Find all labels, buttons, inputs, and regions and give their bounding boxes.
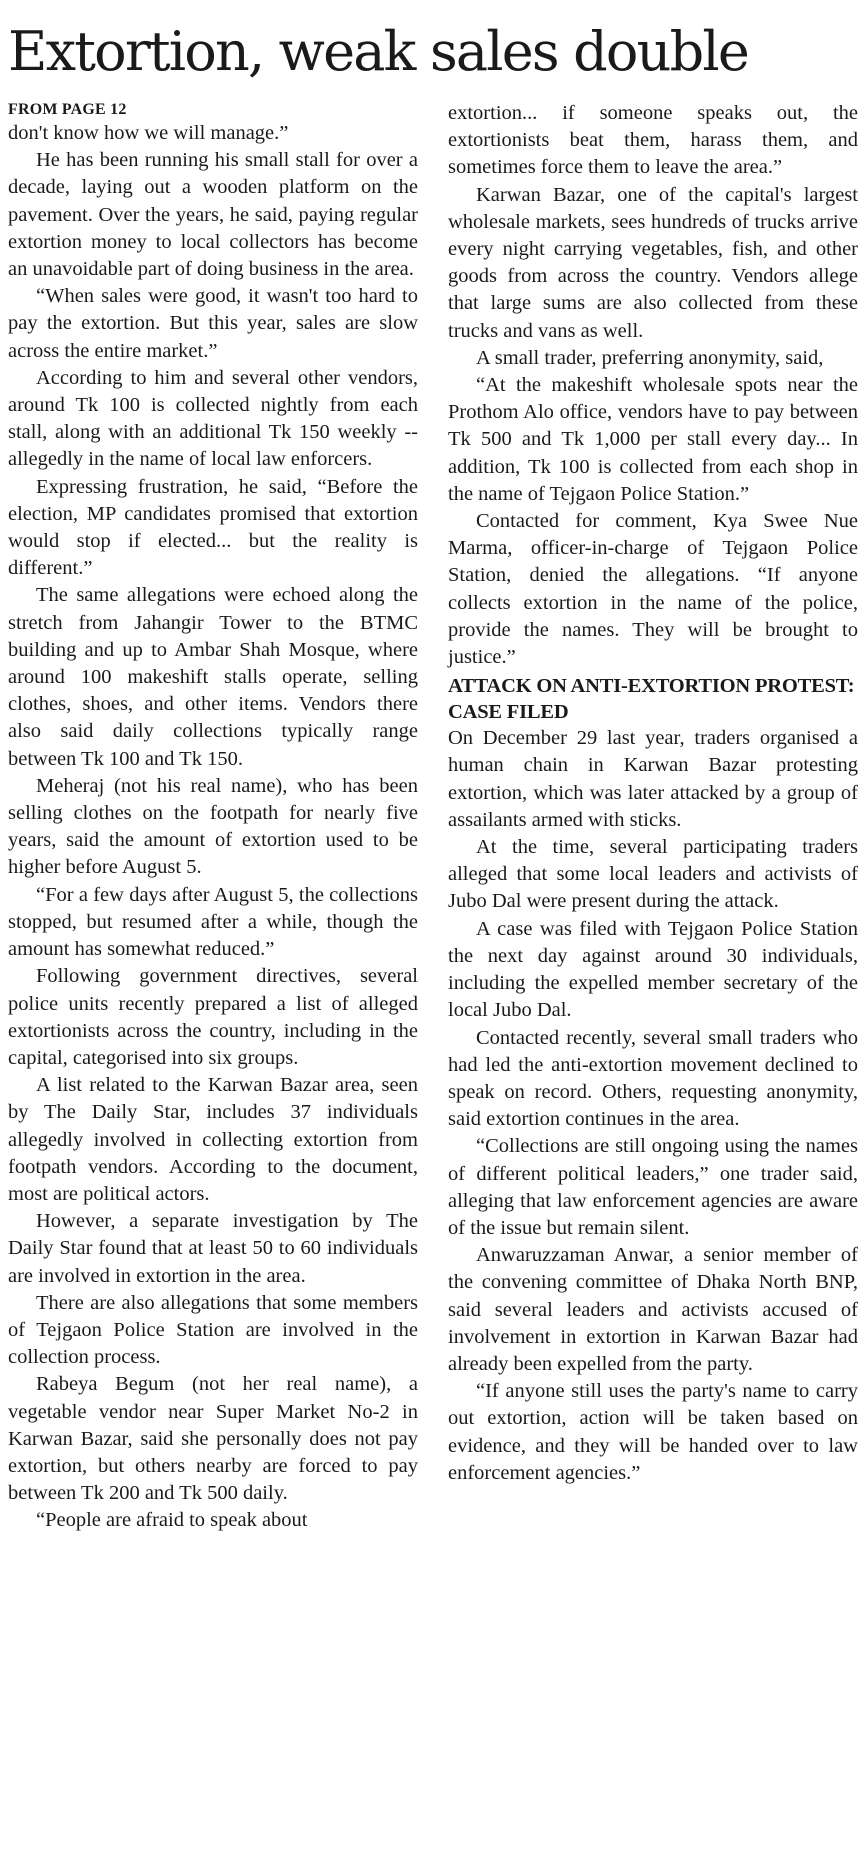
- paragraph: At the time, several participating traders alleged that some local leaders and activists of Jubo Dal were present during the attack.: [448, 836, 858, 913]
- paragraph: “If anyone still uses the party's name to carry out extortion, action will be taken based on evidence, and they will be handed over to law enforcement agencies.”: [448, 1380, 858, 1484]
- paragraph: “People are afraid to speak about: [36, 1509, 308, 1532]
- right-column: [448, 100, 858, 1487]
- paragraph: A list related to the Karwan Bazar area, seen by The Daily Star, includes 37 individuals allegedly involved in collecting extortion from footpath vendors. According to the document, most are political actors.: [8, 1074, 418, 1205]
- paragraph: A case was filed with Tejgaon Police Station the next day against around 30 individuals, including the expelled member secretary of the local Jubo Dal.: [448, 917, 858, 1022]
- left-column: [8, 100, 418, 1535]
- paragraph: A small trader, preferring anonymity, said,: [476, 346, 824, 369]
- paragraph: Anwaruzzaman Anwar, a senior member of the convening committee of Dhaka North BNP, said several leaders and activists accused of involvement in extortion in Karwan Bazar had already been expelled from the party.: [448, 1244, 858, 1375]
- paragraph: Meheraj (not his real name), who has been selling clothes on the footpath for nearly five years, said the amount of extortion used to be higher before August 5.: [8, 774, 418, 879]
- paragraph: Contacted for comment, Kya Swee Nue Marma, officer-in-charge of Tejgaon Police Station, denied the allegations. “If anyone collects extortion in the name of the police, provide the names. They will be brought to justice.”: [448, 510, 858, 669]
- paragraph: “Collections are still ongoing using the names of different political leaders,” one trader said, alleging that law enforcement agencies are aware of the issue but remain silent.: [448, 1135, 858, 1239]
- paragraph: “At the makeshift wholesale spots near the Prothom Alo office, vendors have to pay between Tk 500 and Tk 1,000 per stall every day... In addition, Tk 100 is collected from each shop in the name of Tejgaon Police Station.”: [448, 374, 858, 505]
- paragraph: The same allegations were echoed along the stretch from Jahangir Tower to the BTMC building and up to Ambar Shah Mosque, where around 100 makeshift stalls operate, selling clothes, shoes, and other items. Vendors there also said daily collections typically range between Tk 100 and Tk 150.: [8, 584, 418, 770]
- paragraph: On December 29 last year, traders organised a human chain in Karwan Bazar protesting extortion, which was later attacked by a group of assailants armed with sticks.: [448, 727, 858, 831]
- paragraph: “For a few days after August 5, the collections stopped, but resumed after a while, though the amount has somewhat reduced.”: [8, 883, 418, 961]
- paragraph: extortion... if someone speaks out, the extortionists beat them, harass them, and sometimes force them to leave the area.”: [448, 102, 858, 179]
- paragraph: “When sales were good, it wasn't too hard to pay the extortion. But this year, sales are slow across the entire market.”: [8, 285, 418, 362]
- paragraph: Karwan Bazar, one of the capital's largest wholesale markets, sees hundreds of trucks arrive every night carrying vegetables, fish, and other goods from across the country. Vendors allege that large sums are also collected from these trucks and vans as well.: [448, 183, 858, 342]
- paragraph: However, a separate investigation by The Daily Star found that at least 50 to 60 individuals are involved in extortion in the area.: [8, 1210, 418, 1287]
- paragraph: Following government directives, several police units recently prepared a list of alleged extortionists across the country, including in the capital, categorised into six groups.: [8, 965, 418, 1069]
- paragraph: He has been running his small stall for over a decade, laying out a wooden platform on the pavement. Over the years, he said, paying regular extortion money to local collectors has become an unavoidable part of doing business in the area.: [8, 149, 418, 281]
- paragraph: Rabeya Begum (not her real name), a vegetable vendor near Super Market No-2 in Karwan Bazar, said she personally does not pay extortion, but others nearby are forced to pay between Tk 200 and Tk 500 daily.: [8, 1373, 418, 1505]
- paragraph: don't know how we will manage.”: [8, 122, 289, 144]
- paragraph: Expressing frustration, he said, “Before the election, MP candidates promised that extortion would stop if elected... but the reality is different.”: [8, 475, 418, 580]
- paragraph: There are also allegations that some members of Tejgaon Police Station are involved in the collection process.: [8, 1291, 418, 1369]
- paragraph: According to him and several other vendors, around Tk 100 is collected nightly from each stall, along with an additional Tk 150 weekly -- allegedly in the name of local law enforcers.: [8, 366, 418, 471]
- headline: Extortion, weak sales double: [8, 20, 749, 83]
- section-subhead: ATTACK ON ANTI-EXTORTION PROTEST: CASE FILED: [448, 675, 855, 724]
- jump-label: FROM PAGE 12: [8, 101, 127, 118]
- paragraph: Contacted recently, several small traders who had led the anti-extortion movement declined to speak on record. Others, requesting anonymity, said extortion continues in the area.: [448, 1026, 858, 1131]
